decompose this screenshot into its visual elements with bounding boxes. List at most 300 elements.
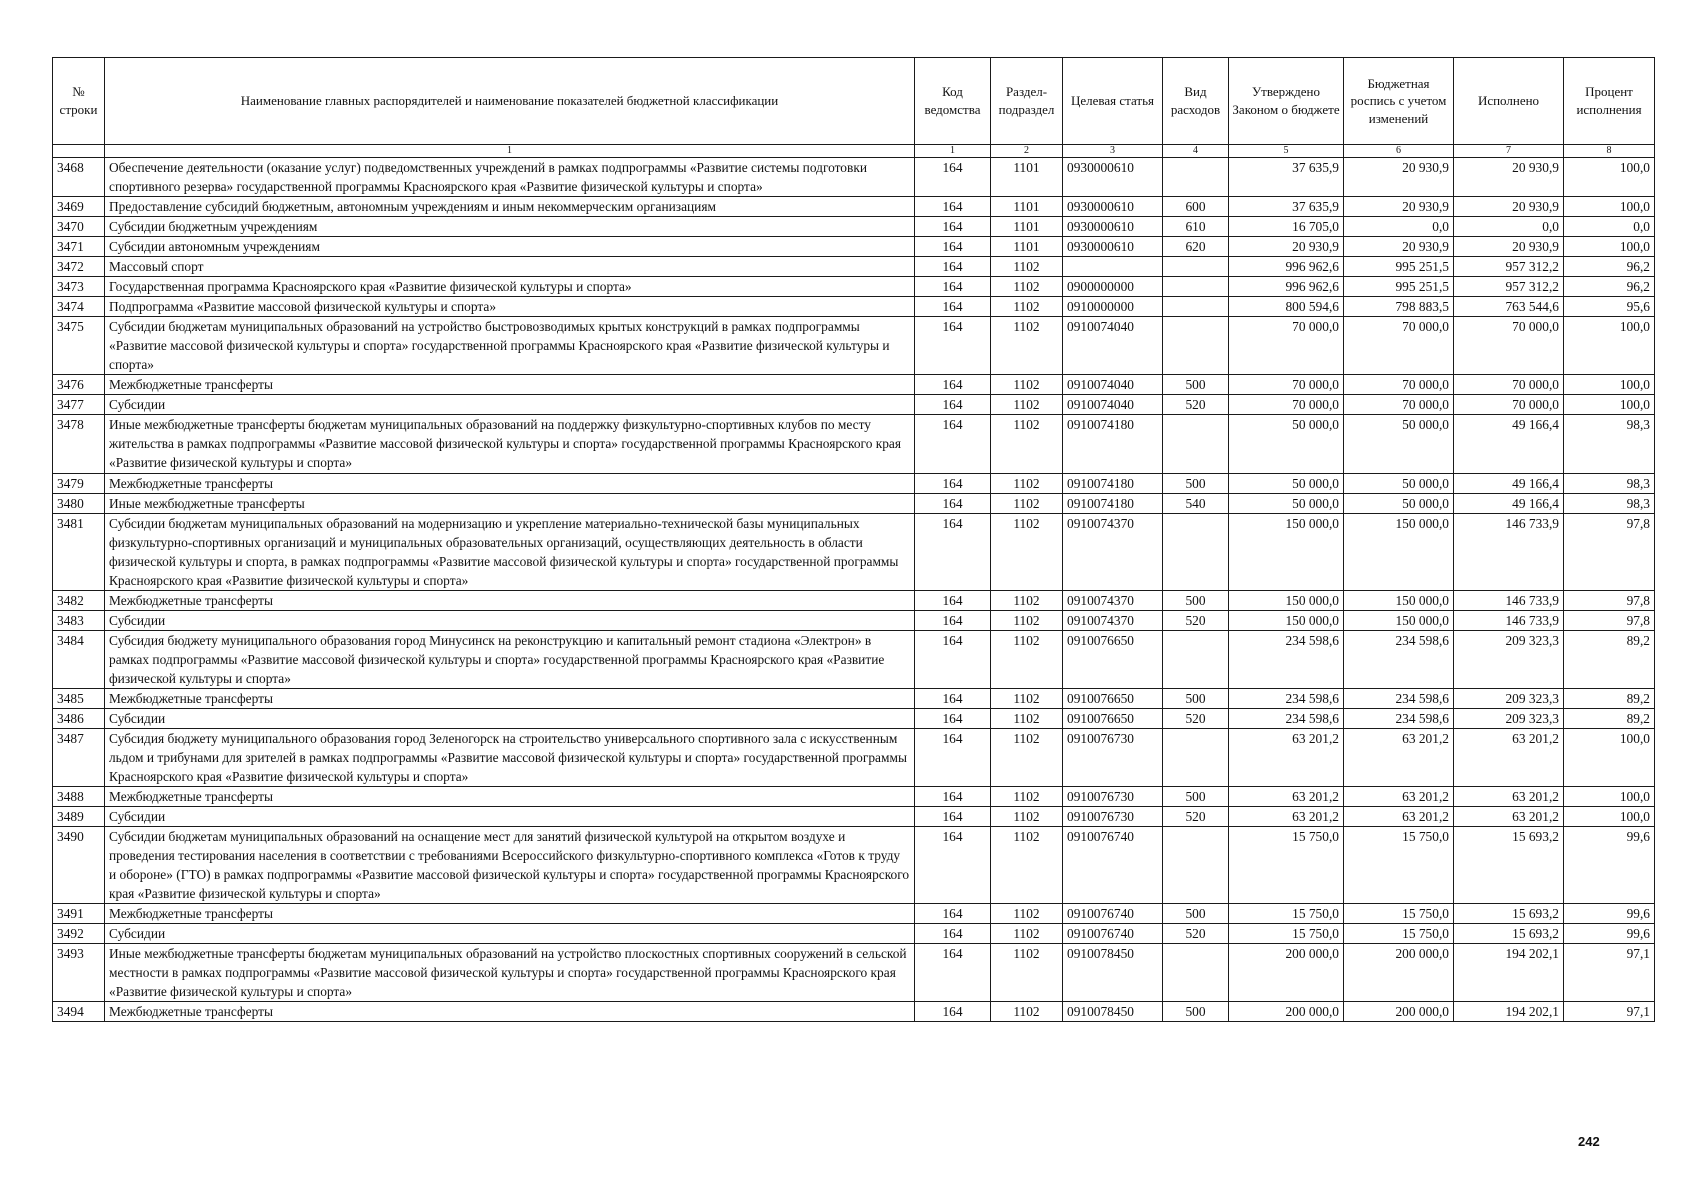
department-code: 164 xyxy=(915,395,991,415)
expense-type: 500 xyxy=(1163,473,1229,493)
expense-type xyxy=(1163,827,1229,904)
department-code: 164 xyxy=(915,197,991,217)
target-article: 0910074180 xyxy=(1063,415,1163,473)
table-row xyxy=(53,158,1655,197)
expense-type xyxy=(1163,297,1229,317)
execution-percent: 98,3 xyxy=(1564,415,1655,473)
expense-type xyxy=(1163,415,1229,473)
column-number: 7 xyxy=(1454,145,1564,158)
row-number: 3493 xyxy=(53,944,105,1002)
executed-amount: 15 693,2 xyxy=(1454,924,1564,944)
header-executed: Исполнено xyxy=(1454,58,1564,145)
approved-amount: 15 750,0 xyxy=(1229,827,1344,904)
table-row xyxy=(53,197,1655,217)
table-row xyxy=(53,630,1655,688)
row-number: 3482 xyxy=(53,590,105,610)
approved-amount: 234 598,6 xyxy=(1229,708,1344,728)
row-number: 3472 xyxy=(53,257,105,277)
approved-amount: 16 705,0 xyxy=(1229,217,1344,237)
target-article: 0910076650 xyxy=(1063,708,1163,728)
budget-list-amount: 234 598,6 xyxy=(1344,630,1454,688)
section-code: 1102 xyxy=(991,297,1063,317)
row-name: Массовый спорт xyxy=(105,257,915,277)
department-code: 164 xyxy=(915,1002,991,1022)
budget-list-amount: 150 000,0 xyxy=(1344,610,1454,630)
row-number: 3485 xyxy=(53,688,105,708)
budget-list-amount: 234 598,6 xyxy=(1344,688,1454,708)
table-row xyxy=(53,297,1655,317)
target-article: 0910074370 xyxy=(1063,513,1163,590)
expense-type: 520 xyxy=(1163,708,1229,728)
row-number: 3487 xyxy=(53,728,105,786)
section-code: 1102 xyxy=(991,924,1063,944)
department-code: 164 xyxy=(915,728,991,786)
execution-percent: 100,0 xyxy=(1564,317,1655,375)
budget-list-amount: 63 201,2 xyxy=(1344,787,1454,807)
row-name: Подпрограмма «Развитие массовой физической культуры и спорта» xyxy=(105,297,915,317)
row-name: Обеспечение деятельности (оказание услуг) подведомственных учреждений в рамках подпрограммы «Развитие системы подготовки спортивного резерва» государственной программы Красноярского края «Развитие физической культуры и спорта» xyxy=(105,158,915,197)
target-article: 0910076650 xyxy=(1063,688,1163,708)
section-code: 1102 xyxy=(991,688,1063,708)
column-number: 1 xyxy=(105,145,915,158)
target-article: 0910078450 xyxy=(1063,1002,1163,1022)
department-code: 164 xyxy=(915,590,991,610)
approved-amount: 70 000,0 xyxy=(1229,395,1344,415)
approved-amount: 996 962,6 xyxy=(1229,257,1344,277)
row-number: 3490 xyxy=(53,827,105,904)
expense-type xyxy=(1163,944,1229,1002)
section-code: 1102 xyxy=(991,944,1063,1002)
target-article: 0910074040 xyxy=(1063,395,1163,415)
column-number: 6 xyxy=(1344,145,1454,158)
target-article: 0910074040 xyxy=(1063,375,1163,395)
executed-amount: 49 166,4 xyxy=(1454,493,1564,513)
execution-percent: 99,6 xyxy=(1564,827,1655,904)
department-code: 164 xyxy=(915,807,991,827)
row-name: Межбюджетные трансферты xyxy=(105,1002,915,1022)
expense-type: 520 xyxy=(1163,395,1229,415)
section-code: 1102 xyxy=(991,513,1063,590)
row-number: 3475 xyxy=(53,317,105,375)
budget-execution-table xyxy=(52,57,1655,1022)
section-code: 1102 xyxy=(991,728,1063,786)
row-name: Субсидии xyxy=(105,807,915,827)
executed-amount: 194 202,1 xyxy=(1454,944,1564,1002)
page-number: 242 xyxy=(1578,1134,1600,1149)
executed-amount: 15 693,2 xyxy=(1454,904,1564,924)
column-number: 3 xyxy=(1063,145,1163,158)
executed-amount: 70 000,0 xyxy=(1454,395,1564,415)
budget-list-amount: 200 000,0 xyxy=(1344,944,1454,1002)
table-row xyxy=(53,807,1655,827)
approved-amount: 200 000,0 xyxy=(1229,1002,1344,1022)
department-code: 164 xyxy=(915,944,991,1002)
budget-list-amount: 70 000,0 xyxy=(1344,395,1454,415)
department-code: 164 xyxy=(915,513,991,590)
table-row xyxy=(53,787,1655,807)
section-code: 1102 xyxy=(991,493,1063,513)
budget-list-amount: 995 251,5 xyxy=(1344,277,1454,297)
section-code: 1102 xyxy=(991,807,1063,827)
target-article: 0930000610 xyxy=(1063,217,1163,237)
table-row xyxy=(53,708,1655,728)
department-code: 164 xyxy=(915,297,991,317)
budget-list-amount: 63 201,2 xyxy=(1344,807,1454,827)
approved-amount: 996 962,6 xyxy=(1229,277,1344,297)
executed-amount: 209 323,3 xyxy=(1454,708,1564,728)
expense-type: 540 xyxy=(1163,493,1229,513)
approved-amount: 63 201,2 xyxy=(1229,807,1344,827)
table-row xyxy=(53,375,1655,395)
budget-list-amount: 200 000,0 xyxy=(1344,1002,1454,1022)
budget-list-amount: 150 000,0 xyxy=(1344,513,1454,590)
row-name: Субсидии xyxy=(105,708,915,728)
row-name: Межбюджетные трансферты xyxy=(105,787,915,807)
budget-list-amount: 20 930,9 xyxy=(1344,237,1454,257)
section-code: 1102 xyxy=(991,375,1063,395)
table-row xyxy=(53,277,1655,297)
executed-amount: 0,0 xyxy=(1454,217,1564,237)
approved-amount: 15 750,0 xyxy=(1229,904,1344,924)
target-article: 0910076730 xyxy=(1063,787,1163,807)
header-name: Наименование главных распорядителей и наименование показателей бюджетной классификации xyxy=(105,58,915,145)
row-name: Субсидии xyxy=(105,610,915,630)
execution-percent: 100,0 xyxy=(1564,807,1655,827)
expense-type: 500 xyxy=(1163,787,1229,807)
table-row xyxy=(53,944,1655,1002)
row-number: 3491 xyxy=(53,904,105,924)
target-article: 0910078450 xyxy=(1063,944,1163,1002)
executed-amount: 63 201,2 xyxy=(1454,728,1564,786)
budget-list-amount: 50 000,0 xyxy=(1344,473,1454,493)
executed-amount: 763 544,6 xyxy=(1454,297,1564,317)
budget-list-amount: 50 000,0 xyxy=(1344,493,1454,513)
target-article: 0930000610 xyxy=(1063,197,1163,217)
execution-percent: 95,6 xyxy=(1564,297,1655,317)
executed-amount: 194 202,1 xyxy=(1454,1002,1564,1022)
section-code: 1102 xyxy=(991,827,1063,904)
section-code: 1101 xyxy=(991,197,1063,217)
row-name: Субсидии xyxy=(105,924,915,944)
approved-amount: 800 594,6 xyxy=(1229,297,1344,317)
row-number: 3494 xyxy=(53,1002,105,1022)
table-row xyxy=(53,237,1655,257)
department-code: 164 xyxy=(915,217,991,237)
column-number xyxy=(53,145,105,158)
budget-list-amount: 70 000,0 xyxy=(1344,375,1454,395)
execution-percent: 97,1 xyxy=(1564,1002,1655,1022)
target-article: 0910000000 xyxy=(1063,297,1163,317)
approved-amount: 234 598,6 xyxy=(1229,688,1344,708)
execution-percent: 89,2 xyxy=(1564,708,1655,728)
budget-list-amount: 995 251,5 xyxy=(1344,257,1454,277)
row-number: 3488 xyxy=(53,787,105,807)
table-row xyxy=(53,610,1655,630)
execution-percent: 100,0 xyxy=(1564,787,1655,807)
execution-percent: 89,2 xyxy=(1564,630,1655,688)
approved-amount: 150 000,0 xyxy=(1229,513,1344,590)
budget-list-amount: 20 930,9 xyxy=(1344,197,1454,217)
header-approved: Утверждено Законом о бюджете xyxy=(1229,58,1344,145)
table-row xyxy=(53,904,1655,924)
target-article: 0910074180 xyxy=(1063,473,1163,493)
approved-amount: 63 201,2 xyxy=(1229,728,1344,786)
section-code: 1102 xyxy=(991,630,1063,688)
row-number: 3486 xyxy=(53,708,105,728)
budget-list-amount: 70 000,0 xyxy=(1344,317,1454,375)
row-number: 3474 xyxy=(53,297,105,317)
executed-amount: 957 312,2 xyxy=(1454,277,1564,297)
row-name: Субсидии бюджетам муниципальных образований на модернизацию и укрепление материально-технической базы муниципальных физкультурно-спортивных организаций и муниципальных образовательных организаций, осуществляющих деятельность в области физической культуры и спорта, в рамках подпрограммы «Развитие массовой физической культуры и спорта» государственной программы Красноярского края «Развитие физической культуры и спорта» xyxy=(105,513,915,590)
execution-percent: 99,6 xyxy=(1564,904,1655,924)
executed-amount: 49 166,4 xyxy=(1454,415,1564,473)
executed-amount: 49 166,4 xyxy=(1454,473,1564,493)
department-code: 164 xyxy=(915,375,991,395)
execution-percent: 98,3 xyxy=(1564,493,1655,513)
executed-amount: 957 312,2 xyxy=(1454,257,1564,277)
section-code: 1101 xyxy=(991,237,1063,257)
target-article: 0910076740 xyxy=(1063,827,1163,904)
section-code: 1102 xyxy=(991,395,1063,415)
table-row xyxy=(53,217,1655,237)
row-name: Субсидия бюджету муниципального образования город Минусинск на реконструкцию и капитальный ремонт стадиона «Электрон» в рамках подпрограммы «Развитие массовой физической культуры и спорта» государственной программы Красноярского края «Развитие физической культуры и спорта» xyxy=(105,630,915,688)
budget-list-amount: 234 598,6 xyxy=(1344,708,1454,728)
table-row xyxy=(53,590,1655,610)
execution-percent: 99,6 xyxy=(1564,924,1655,944)
target-article: 0930000610 xyxy=(1063,158,1163,197)
row-number: 3483 xyxy=(53,610,105,630)
department-code: 164 xyxy=(915,708,991,728)
department-code: 164 xyxy=(915,317,991,375)
row-number: 3481 xyxy=(53,513,105,590)
row-number: 3470 xyxy=(53,217,105,237)
approved-amount: 50 000,0 xyxy=(1229,415,1344,473)
expense-type xyxy=(1163,630,1229,688)
header-budget-list: Бюджетная роспись с учетом изменений xyxy=(1344,58,1454,145)
row-name: Межбюджетные трансферты xyxy=(105,904,915,924)
approved-amount: 70 000,0 xyxy=(1229,317,1344,375)
approved-amount: 200 000,0 xyxy=(1229,944,1344,1002)
executed-amount: 146 733,9 xyxy=(1454,610,1564,630)
budget-list-amount: 15 750,0 xyxy=(1344,924,1454,944)
department-code: 164 xyxy=(915,787,991,807)
row-number: 3477 xyxy=(53,395,105,415)
row-name: Иные межбюджетные трансферты бюджетам муниципальных образований на поддержку физкультурно-спортивных клубов по месту жительства в рамках подпрограммы «Развитие массовой физической культуры и спорта» государственной программы Красноярского края «Развитие физической культуры и спорта» xyxy=(105,415,915,473)
row-name: Субсидии бюджетам муниципальных образований на оснащение мест для занятий физической культурой на открытом воздухе и проведения тестирования населения в соответствии с требованиями Всероссийского физкультурно-спортивного комплекса «Готов к труду и обороне» (ГТО) в рамках подпрограммы «Развитие массовой физической культуры и спорта» государственной программы Красноярского края «Развитие физической культуры и спорта» xyxy=(105,827,915,904)
row-number: 3473 xyxy=(53,277,105,297)
table-row xyxy=(53,728,1655,786)
execution-percent: 97,1 xyxy=(1564,944,1655,1002)
section-code: 1102 xyxy=(991,1002,1063,1022)
budget-list-amount: 0,0 xyxy=(1344,217,1454,237)
header-expense-type: Вид расходов xyxy=(1163,58,1229,145)
executed-amount: 70 000,0 xyxy=(1454,375,1564,395)
table-row xyxy=(53,688,1655,708)
row-name: Иные межбюджетные трансферты xyxy=(105,493,915,513)
table-row xyxy=(53,473,1655,493)
budget-list-amount: 15 750,0 xyxy=(1344,904,1454,924)
expense-type: 520 xyxy=(1163,807,1229,827)
expense-type: 500 xyxy=(1163,688,1229,708)
section-code: 1101 xyxy=(991,217,1063,237)
section-code: 1102 xyxy=(991,904,1063,924)
approved-amount: 15 750,0 xyxy=(1229,924,1344,944)
target-article: 0910076740 xyxy=(1063,924,1163,944)
target-article: 0910076740 xyxy=(1063,904,1163,924)
expense-type xyxy=(1163,513,1229,590)
column-number: 4 xyxy=(1163,145,1229,158)
department-code: 164 xyxy=(915,158,991,197)
column-number-row xyxy=(53,145,1655,158)
expense-type: 610 xyxy=(1163,217,1229,237)
table-row xyxy=(53,924,1655,944)
department-code: 164 xyxy=(915,827,991,904)
target-article: 0910074370 xyxy=(1063,610,1163,630)
budget-list-amount: 150 000,0 xyxy=(1344,590,1454,610)
header-row-number: № строки xyxy=(53,58,105,145)
expense-type: 500 xyxy=(1163,1002,1229,1022)
table-row xyxy=(53,827,1655,904)
budget-list-amount: 798 883,5 xyxy=(1344,297,1454,317)
table-header-row xyxy=(53,58,1655,145)
executed-amount: 63 201,2 xyxy=(1454,787,1564,807)
expense-type xyxy=(1163,728,1229,786)
target-article: 0910074040 xyxy=(1063,317,1163,375)
department-code: 164 xyxy=(915,610,991,630)
header-percent: Процент исполнения xyxy=(1564,58,1655,145)
row-name: Субсидии бюджетам муниципальных образований на устройство быстровозводимых крытых конструкций в рамках подпрограммы «Развитие массовой физической культуры и спорта» государственной программы Красноярского края «Развитие физической культуры и спорта» xyxy=(105,317,915,375)
section-code: 1102 xyxy=(991,415,1063,473)
section-code: 1102 xyxy=(991,277,1063,297)
expense-type: 620 xyxy=(1163,237,1229,257)
department-code: 164 xyxy=(915,688,991,708)
budget-list-amount: 50 000,0 xyxy=(1344,415,1454,473)
row-name: Субсидии автономным учреждениям xyxy=(105,237,915,257)
executed-amount: 20 930,9 xyxy=(1454,197,1564,217)
column-number: 8 xyxy=(1564,145,1655,158)
section-code: 1102 xyxy=(991,257,1063,277)
expense-type: 500 xyxy=(1163,904,1229,924)
table-row xyxy=(53,395,1655,415)
department-code: 164 xyxy=(915,473,991,493)
section-code: 1102 xyxy=(991,787,1063,807)
table-row xyxy=(53,1002,1655,1022)
row-name: Субсидии бюджетным учреждениям xyxy=(105,217,915,237)
department-code: 164 xyxy=(915,415,991,473)
target-article xyxy=(1063,257,1163,277)
expense-type xyxy=(1163,257,1229,277)
row-name: Межбюджетные трансферты xyxy=(105,473,915,493)
target-article: 0910076730 xyxy=(1063,807,1163,827)
table-body xyxy=(53,158,1655,1022)
approved-amount: 234 598,6 xyxy=(1229,630,1344,688)
section-code: 1102 xyxy=(991,708,1063,728)
executed-amount: 15 693,2 xyxy=(1454,827,1564,904)
budget-list-amount: 63 201,2 xyxy=(1344,728,1454,786)
execution-percent: 100,0 xyxy=(1564,728,1655,786)
approved-amount: 20 930,9 xyxy=(1229,237,1344,257)
approved-amount: 50 000,0 xyxy=(1229,473,1344,493)
target-article: 0900000000 xyxy=(1063,277,1163,297)
executed-amount: 146 733,9 xyxy=(1454,513,1564,590)
executed-amount: 209 323,3 xyxy=(1454,630,1564,688)
row-name: Межбюджетные трансферты xyxy=(105,375,915,395)
approved-amount: 63 201,2 xyxy=(1229,787,1344,807)
department-code: 164 xyxy=(915,257,991,277)
execution-percent: 97,8 xyxy=(1564,610,1655,630)
column-number: 5 xyxy=(1229,145,1344,158)
row-number: 3468 xyxy=(53,158,105,197)
table-row xyxy=(53,513,1655,590)
section-code: 1102 xyxy=(991,590,1063,610)
execution-percent: 98,3 xyxy=(1564,473,1655,493)
row-name: Субсидии xyxy=(105,395,915,415)
row-number: 3480 xyxy=(53,493,105,513)
approved-amount: 37 635,9 xyxy=(1229,197,1344,217)
executed-amount: 20 930,9 xyxy=(1454,158,1564,197)
department-code: 164 xyxy=(915,237,991,257)
expense-type xyxy=(1163,277,1229,297)
row-number: 3479 xyxy=(53,473,105,493)
execution-percent: 100,0 xyxy=(1564,395,1655,415)
department-code: 164 xyxy=(915,904,991,924)
expense-type: 520 xyxy=(1163,610,1229,630)
table-row xyxy=(53,415,1655,473)
row-number: 3489 xyxy=(53,807,105,827)
department-code: 164 xyxy=(915,924,991,944)
row-number: 3469 xyxy=(53,197,105,217)
approved-amount: 70 000,0 xyxy=(1229,375,1344,395)
header-target-article: Целевая статья xyxy=(1063,58,1163,145)
expense-type xyxy=(1163,158,1229,197)
execution-percent: 100,0 xyxy=(1564,375,1655,395)
target-article: 0910076650 xyxy=(1063,630,1163,688)
execution-percent: 97,8 xyxy=(1564,590,1655,610)
target-article: 0930000610 xyxy=(1063,237,1163,257)
execution-percent: 96,2 xyxy=(1564,257,1655,277)
row-name: Межбюджетные трансферты xyxy=(105,688,915,708)
department-code: 164 xyxy=(915,493,991,513)
executed-amount: 63 201,2 xyxy=(1454,807,1564,827)
target-article: 0910076730 xyxy=(1063,728,1163,786)
row-number: 3471 xyxy=(53,237,105,257)
execution-percent: 96,2 xyxy=(1564,277,1655,297)
execution-percent: 97,8 xyxy=(1564,513,1655,590)
row-name: Межбюджетные трансферты xyxy=(105,590,915,610)
row-number: 3478 xyxy=(53,415,105,473)
execution-percent: 100,0 xyxy=(1564,158,1655,197)
approved-amount: 150 000,0 xyxy=(1229,590,1344,610)
row-name: Государственная программа Красноярского края «Развитие физической культуры и спорта» xyxy=(105,277,915,297)
executed-amount: 146 733,9 xyxy=(1454,590,1564,610)
section-code: 1102 xyxy=(991,473,1063,493)
row-number: 3492 xyxy=(53,924,105,944)
approved-amount: 150 000,0 xyxy=(1229,610,1344,630)
budget-list-amount: 20 930,9 xyxy=(1344,158,1454,197)
execution-percent: 0,0 xyxy=(1564,217,1655,237)
expense-type xyxy=(1163,317,1229,375)
row-number: 3476 xyxy=(53,375,105,395)
execution-percent: 100,0 xyxy=(1564,237,1655,257)
executed-amount: 20 930,9 xyxy=(1454,237,1564,257)
row-name: Иные межбюджетные трансферты бюджетам муниципальных образований на устройство плоскостных спортивных сооружений в сельской местности в рамках подпрограммы «Развитие массовой физической культуры и спорта» государственной программы Красноярского края «Развитие физической культуры и спорта» xyxy=(105,944,915,1002)
executed-amount: 70 000,0 xyxy=(1454,317,1564,375)
table-row xyxy=(53,493,1655,513)
expense-type: 520 xyxy=(1163,924,1229,944)
section-code: 1101 xyxy=(991,158,1063,197)
approved-amount: 37 635,9 xyxy=(1229,158,1344,197)
approved-amount: 50 000,0 xyxy=(1229,493,1344,513)
